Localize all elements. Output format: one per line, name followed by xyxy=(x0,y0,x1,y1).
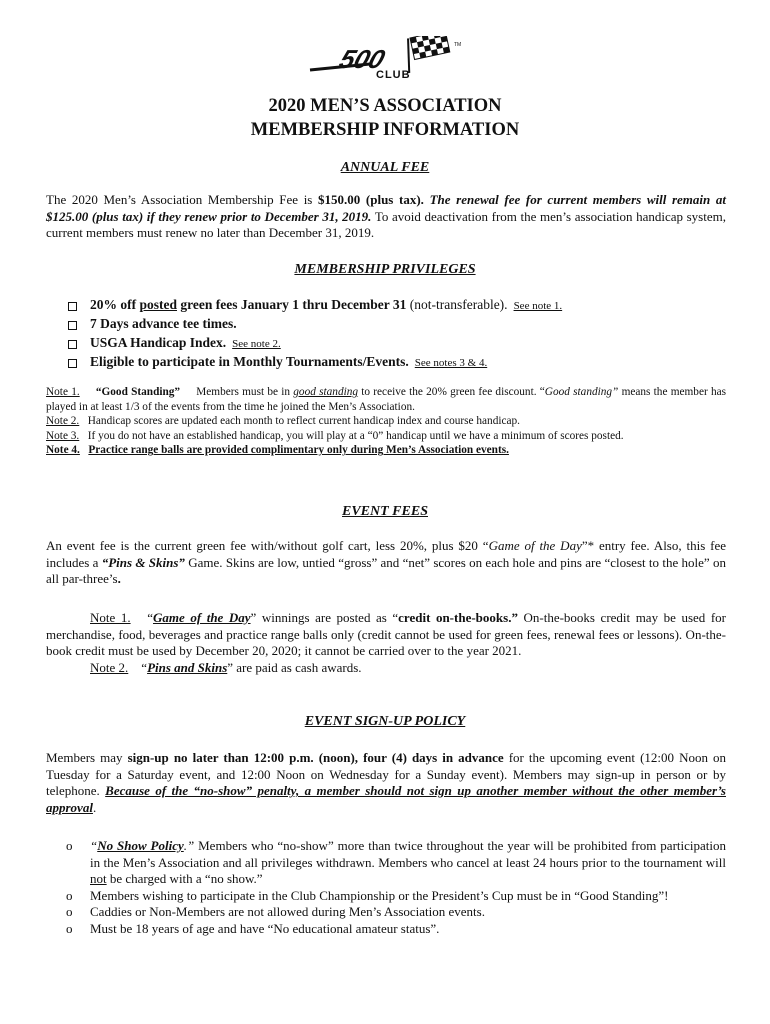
circle-bullet-icon: o xyxy=(66,920,73,936)
policies-list xyxy=(66,838,726,938)
privileges-list xyxy=(68,296,728,373)
privilege-item: USGA Handicap Index. See note 2. xyxy=(68,334,728,353)
logo-sub: CLUB xyxy=(376,69,411,81)
square-bullet-icon xyxy=(68,321,77,330)
privilege-item: 7 Days advance tee times. xyxy=(68,315,728,333)
square-bullet-icon xyxy=(68,302,77,311)
annual-fee-paragraph: The 2020 Men’s Association Membership Fee is $150.00 (plus tax). The renewal fee for current members will remain at $125.00 (plus tax) if they renew prior to December 31, 2019. To avoid deactivation from the men’s association handicap system, current members must renew no later than December 31, 2019. xyxy=(46,192,727,240)
svg-text:TM: TM xyxy=(454,42,462,48)
note-3: Note 3. If you do not have an established handicap, you will play at a “0” handicap until we have a minimum of scores posted. xyxy=(46,429,624,442)
note-4: Note 4. Practice range balls are provided complimentary only during Men’s Association events. xyxy=(46,444,509,457)
page-title-line2: MEMBERSHIP INFORMATION xyxy=(250,120,520,140)
event-fees-paragraph: An event fee is the current green fee with/without golf cart, less 20%, plus $20 “Game of the Day”* entry fee. Also, this fee includes a “Pins & Skins” Game. Skins are low, untied “gross” and “net” scores on each hole and pins are “closest to the hole” on all par-three’s. xyxy=(46,538,726,586)
page-title-line1: 2020 MEN’S ASSOCIATION xyxy=(268,96,502,116)
event-fees-notes: Note 1. “Game of the Day” winnings are posted as “credit on-the-books.” On-the-books credit may be used for merchandise, food, beverages and practice range balls only (credit cannot be used for green fees, renewal fees or lessons). On-the-book credit must be used by December 20, 2020; it cannot be carried over to the year 2021. Note 2. “Pins and Skins” are paid as cash awards. xyxy=(46,610,726,675)
checkered-flag-icon xyxy=(402,36,452,73)
signup-heading: EVENT SIGN-UP POLICY xyxy=(304,714,466,729)
signup-paragraph: Members may sign-up no later than 12:00 p.m. (noon), four (4) days in advance for the upcoming event (12:00 Noon on Tuesday for a Saturday event, and 12:00 Noon on Wednesday for a Sunday event). Members may sign-up in person or by telephone. Because of the “no-show” penalty, a member should not sign up another member without the other member’s approval. xyxy=(46,750,726,815)
privilege-item: 20% off posted green fees January 1 thru December 31 (not-transferable). See note 1. xyxy=(68,296,728,315)
list-item: o Must be 18 years of age and have “No educational amateur status”. xyxy=(66,920,440,936)
list-item: o Caddies or Non-Members are not allowed during Men’s Association events. xyxy=(66,904,485,920)
note-2: Note 2. Handicap scores are updated each month to reflect current handicap index and course handicap. xyxy=(46,415,520,428)
privilege-item: Eligible to participate in Monthly Tournaments/Events. See notes 3 & 4. xyxy=(68,353,728,372)
privilege-notes xyxy=(46,385,726,458)
circle-bullet-icon: o xyxy=(66,887,73,903)
list-item: o Members wishing to participate in the Club Championship or the President’s Cup must be in “Good Standing”! xyxy=(66,887,669,903)
square-bullet-icon xyxy=(68,359,77,368)
square-bullet-icon xyxy=(68,340,77,349)
event-fees-heading: EVENT FEES xyxy=(342,504,428,519)
annual-fee-heading: ANNUAL FEE xyxy=(340,160,430,175)
note-1: Note 1. “Good Standing” Members must be in good standing to receive the 20% green fee discount. “Good standing” means the member has played in at least 1/3 of the events from the time he joined the Men’s Association. xyxy=(46,386,727,413)
circle-bullet-icon: o xyxy=(66,838,73,853)
circle-bullet-icon: o xyxy=(66,904,73,920)
logo-wordmark: 500 xyxy=(335,44,389,74)
list-item: o “No Show Policy.” Members who “no-show” more than twice throughout the year will be prohibited from participation in the Men’s Association and all privileges withdrawn. Members who cancel at least 24 hours prior to the tournament will not be charged with a “no show.” xyxy=(66,838,726,887)
club-logo xyxy=(308,36,468,84)
privileges-heading: MEMBERSHIP PRIVILEGES xyxy=(294,262,476,277)
